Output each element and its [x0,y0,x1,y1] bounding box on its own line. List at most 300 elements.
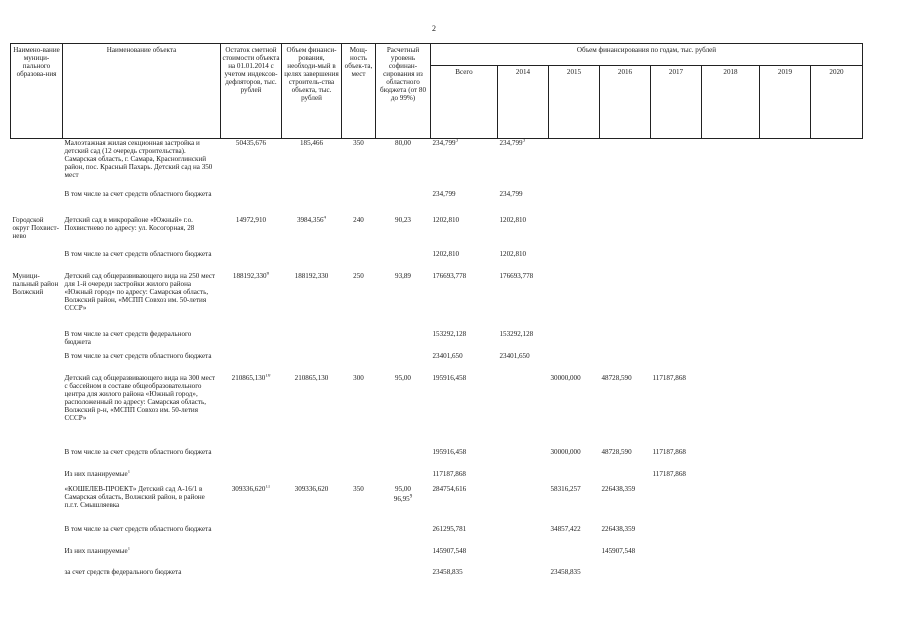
capacity-cell [342,485,376,525]
year-2018-cell [702,547,760,568]
cofinancing-cell [376,470,431,485]
object-name-cell-text: Детский сад общеразвивающего вида на 250 мест для 1-й очереди застройки жилого района «Южный город» по адресу: Самарская область, Волжский район, «МСПП Совхоз им. 50-летия СССР» [64,271,216,312]
header-municipality: Наимено-вание муници-пального образова-ния [11,44,63,139]
footnote-mark: 11 [265,484,271,490]
object-name-cell [63,352,221,374]
total-cell [431,470,498,485]
total-cell [431,374,498,448]
year-2015-cell-text: 58316,257 [550,484,581,493]
year-2016-cell [600,448,651,470]
year-2018-cell [702,139,760,190]
total-cell [431,330,498,352]
volume-cell [282,547,342,568]
total-cell-text: 234,799 [432,139,456,147]
year-2017-cell [651,568,702,583]
volume-cell-text: 309336,620 [294,484,329,493]
object-name-cell-text: Из них планируемые [64,546,128,555]
municipality-cell [11,525,63,547]
table-row [11,216,863,250]
year-2020-cell [811,352,863,374]
year-2016-cell [600,525,651,547]
remaining-cost-cell [221,374,282,448]
capacity-cell [342,190,376,216]
year-2015-cell [549,568,600,583]
object-name-cell-text: Детский сад в микрорайоне «Южный» г.о. Похвистнево по адресу: ул. Косогорная, 28 [64,215,195,232]
table-row [11,139,863,190]
year-2016-cell [600,190,651,216]
capacity-cell [342,250,376,272]
header-year-2020: 2020 [811,66,863,139]
year-2014-cell [498,470,549,485]
year-2016-cell-text: 48728,590 [601,447,632,456]
year-2018-cell [702,568,760,583]
footnote-mark: 3 [522,138,526,144]
volume-cell-text: 210865,130 [294,373,329,382]
cofinancing-alt-text: 96,95 [393,494,410,503]
municipality-cell [11,352,63,374]
year-2015-cell [549,216,600,250]
total-cell [431,485,498,525]
year-2017-cell [651,272,702,330]
cofinancing-cell [376,525,431,547]
year-2020-cell [811,330,863,352]
object-name-cell-text: В том числе за счет средств областного бюджета [64,447,212,456]
year-2017-cell [651,330,702,352]
year-2015-cell [549,547,600,568]
year-2019-cell [760,568,811,583]
year-2018-cell [702,470,760,485]
municipality-cell [11,139,63,190]
year-2020-cell [811,568,863,583]
capacity-cell-text: 300 [353,373,364,382]
year-2014-cell [498,250,549,272]
year-2016-cell-text: 145907,548 [601,546,636,555]
year-2019-cell [760,139,811,190]
object-name-cell-text: Из них планируемые [64,469,128,478]
year-2018-cell [702,352,760,374]
cofinancing-cell [376,352,431,374]
year-2020-cell [811,485,863,525]
year-2016-cell [600,374,651,448]
year-2018-cell [702,330,760,352]
total-cell-text: 195916,458 [432,373,467,382]
remaining-cost-cell [221,568,282,583]
year-2014-cell-text: 1202,810 [499,215,527,224]
capacity-cell [342,374,376,448]
total-cell [431,216,498,250]
year-2016-cell-text: 226438,359 [601,484,636,493]
total-cell-text: 195916,458 [432,447,467,456]
year-2017-cell [651,190,702,216]
year-2015-cell [549,190,600,216]
cofinancing-cell [376,272,431,330]
cofinancing-cell-text: 93,89 [395,271,411,280]
cofinancing-cell-text: 95,00 [395,373,411,382]
total-cell-text: 23458,835 [432,567,463,576]
header-row [11,44,863,66]
municipality-cell-text: Городской округ Похвист-нево [12,215,59,240]
year-2014-cell [498,190,549,216]
total-cell-text: 1202,810 [432,215,460,224]
object-name-cell [63,330,221,352]
capacity-cell [342,470,376,485]
header-object: Наименование объекта [63,44,221,139]
remaining-cost-cell [221,139,282,190]
year-2014-cell [498,352,549,374]
year-2019-cell [760,330,811,352]
remaining-cost-cell [221,250,282,272]
remaining-cost-cell-text: 210865,130 [231,373,266,382]
remaining-cost-cell [221,470,282,485]
total-cell [431,568,498,583]
object-name-cell [63,485,221,525]
volume-cell [282,139,342,190]
table-row [11,272,863,330]
municipality-cell [11,216,63,250]
year-2015-cell [549,525,600,547]
remaining-cost-cell [221,525,282,547]
year-2016-cell [600,547,651,568]
year-2016-cell [600,568,651,583]
cofinancing-cell [376,190,431,216]
year-2015-cell [549,139,600,190]
year-2019-cell [760,470,811,485]
header-year-2016: 2016 [600,66,651,139]
municipality-cell [11,250,63,272]
year-2020-cell [811,139,863,190]
volume-cell [282,272,342,330]
year-2020-cell [811,448,863,470]
municipality-cell-text: Муници-пальный район Волжский [12,271,59,296]
volume-cell [282,485,342,525]
capacity-cell [342,330,376,352]
header-financing-by-years: Объем финансирования по годам, тыс. рублей [431,44,863,66]
total-cell-text: 145907,548 [432,546,467,555]
capacity-cell [342,525,376,547]
header-year-2017: 2017 [651,66,702,139]
municipality-cell [11,374,63,448]
total-cell-text: 284754,616 [432,484,467,493]
header-capacity: Мощ-ность объек-та, мест [342,44,376,139]
volume-cell [282,352,342,374]
volume-cell [282,448,342,470]
cofinancing-cell-text: 80,00 [395,139,411,147]
remaining-cost-cell [221,330,282,352]
object-name-cell-text: Малоэтажная жилая секционная застройка и детский сад (12 очередь строительства). Самарская область, г. Самара, Красноглинский район, пос. Красный Пахарь. Детский сад на 350 мест [64,139,213,179]
year-2019-cell [760,547,811,568]
cofinancing-cell [376,547,431,568]
volume-cell [282,250,342,272]
year-2018-cell [702,250,760,272]
object-name-cell [63,547,221,568]
table-row [11,352,863,374]
year-2014-cell [498,139,549,190]
year-2019-cell [760,352,811,374]
municipality-cell [11,272,63,330]
remaining-cost-cell-text: 309336,620 [231,484,266,493]
year-2014-cell [498,525,549,547]
year-2020-cell [811,272,863,330]
year-2017-cell [651,139,702,190]
remaining-cost-cell [221,190,282,216]
year-2016-cell [600,216,651,250]
capacity-cell [342,448,376,470]
remaining-cost-cell [221,272,282,330]
year-2019-cell [760,190,811,216]
header-remaining: Остаток сметной стоимости объекта на 01.01.2014 с учетом индексов-дефляторов, тыс. рублей [221,44,282,139]
year-2014-cell-text: 234,799 [499,139,523,147]
year-2019-cell [760,525,811,547]
year-2020-cell [811,470,863,485]
total-cell [431,352,498,374]
table-row [11,330,863,352]
year-2016-cell-text: 48728,590 [601,373,632,382]
financing-table [10,43,863,583]
year-2014-cell-text: 23401,650 [499,351,530,360]
remaining-cost-cell-text: 50435,676 [235,139,267,147]
cofinancing-cell [376,448,431,470]
object-name-cell-text: Детский сад общеразвивающего вида на 300 мест с бассейном в составе общеобразовательного центра для жилого района «Южный город», расположенный по адресу: Самарская область, Волжский р-н, «МСПП Совхоз им. 50-летия СССР» [64,373,216,422]
remaining-cost-cell [221,216,282,250]
capacity-cell [342,139,376,190]
object-name-cell [63,525,221,547]
total-cell [431,525,498,547]
table-row [11,547,863,568]
year-2015-cell-text: 23458,835 [550,567,581,576]
year-2014-cell [498,547,549,568]
year-2017-cell [651,374,702,448]
year-2017-cell [651,216,702,250]
capacity-cell [342,272,376,330]
total-cell-text: 23401,650 [432,351,463,360]
year-2018-cell [702,216,760,250]
table-row [11,190,863,216]
footnote-mark: 3 [455,138,459,144]
year-2015-cell-text: 34857,422 [550,524,581,533]
cofinancing-cell [376,568,431,583]
object-name-cell [63,568,221,583]
year-2016-cell [600,330,651,352]
year-2018-cell [702,190,760,216]
cofinancing-cell [376,374,431,448]
total-cell-text: 1202,810 [432,249,460,258]
footnote-mark: 6 [266,271,270,277]
table-row [11,525,863,547]
capacity-cell-text: 250 [353,271,364,280]
total-cell [431,448,498,470]
cofinancing-cell [376,330,431,352]
volume-cell [282,216,342,250]
volume-cell-text: 188192,330 [294,271,329,280]
footnote-mark: 1 [127,469,131,475]
year-2017-cell [651,485,702,525]
year-2015-cell [549,470,600,485]
volume-cell [282,568,342,583]
year-2014-cell [498,448,549,470]
year-2017-cell [651,448,702,470]
table-row [11,374,863,448]
year-2015-cell [549,448,600,470]
total-cell-text: 234,799 [432,189,456,198]
year-2016-cell [600,272,651,330]
year-2016-cell [600,352,651,374]
year-2020-cell [811,525,863,547]
municipality-cell [11,547,63,568]
year-2016-cell [600,485,651,525]
year-2020-cell [811,190,863,216]
object-name-cell [63,216,221,250]
year-2016-cell-text: 226438,359 [601,524,636,533]
year-2014-cell-text: 176693,778 [499,271,534,280]
capacity-cell [342,352,376,374]
year-2016-cell [600,139,651,190]
table-row [11,470,863,485]
municipality-cell [11,190,63,216]
total-cell-text: 153292,128 [432,329,467,338]
volume-cell [282,374,342,448]
year-2020-cell [811,216,863,250]
header-year-2018: 2018 [702,66,760,139]
remaining-cost-cell [221,485,282,525]
total-cell-text: 261295,781 [432,524,467,533]
remaining-cost-cell-text: 14972,910 [235,215,267,224]
year-2017-cell [651,470,702,485]
header-year-2019: 2019 [760,66,811,139]
municipality-cell [11,330,63,352]
table-row [11,250,863,272]
footnote-mark: 10 [265,373,271,379]
total-cell [431,250,498,272]
year-2015-cell [549,374,600,448]
year-2015-cell-text: 30000,000 [550,447,581,456]
footnote-mark: 4 [323,215,327,221]
table-row [11,568,863,583]
volume-cell [282,330,342,352]
object-name-cell [63,470,221,485]
cofinancing-cell [376,139,431,190]
capacity-cell-text: 240 [353,215,364,224]
year-2015-cell [549,272,600,330]
total-cell [431,139,498,190]
object-name-cell-text: В том числе за счет средств федерального бюджета [64,329,192,346]
total-cell [431,272,498,330]
year-2020-cell [811,374,863,448]
table-row [11,448,863,470]
cofinancing-cell [376,485,431,525]
object-name-cell [63,250,221,272]
object-name-cell [63,139,221,190]
volume-cell-text: 185,466 [299,139,324,147]
year-2018-cell [702,525,760,547]
header-volume: Объем финанси-рования, необходи-мый в целях завершения строитель-ства объекта, тыс. рублей [282,44,342,139]
object-name-cell [63,272,221,330]
cofinancing-cell [376,216,431,250]
total-cell [431,547,498,568]
table-row [11,485,863,525]
municipality-cell [11,485,63,525]
cofinancing-cell [376,250,431,272]
volume-cell [282,190,342,216]
year-2020-cell [811,250,863,272]
volume-cell [282,525,342,547]
total-cell-text: 176693,778 [432,271,467,280]
capacity-cell [342,547,376,568]
year-2019-cell [760,448,811,470]
object-name-cell-text: В том числе за счет средств областного бюджета [64,249,212,258]
object-name-cell [63,374,221,448]
year-2017-cell [651,352,702,374]
volume-cell [282,470,342,485]
header-year-total: Всего [431,66,498,139]
header-cofinancing: Расчетный уровень софинан-сирования из областного бюджета (от 80 до 99%) [376,44,431,139]
year-2014-cell-text: 234,799 [499,189,523,198]
municipality-cell [11,470,63,485]
municipality-cell [11,568,63,583]
header-year-2014: 2014 [498,66,549,139]
total-cell-text: 117187,868 [432,469,466,478]
year-2015-cell [549,330,600,352]
footnote-mark: 1 [127,546,131,552]
page-number: 2 [432,24,436,33]
year-2015-cell [549,250,600,272]
remaining-cost-cell [221,448,282,470]
year-2019-cell [760,250,811,272]
year-2017-cell [651,525,702,547]
year-2014-cell [498,216,549,250]
object-name-cell-text: В том числе за счет средств областного бюджета [64,524,212,533]
year-2020-cell [811,547,863,568]
capacity-cell [342,568,376,583]
cofinancing-cell-text: 90,23 [395,215,411,224]
object-name-cell-text: В том числе за счет средств областного бюджета [64,189,212,198]
year-2016-cell [600,250,651,272]
remaining-cost-cell-text: 188192,330 [232,271,267,280]
table-body [11,139,863,583]
year-2018-cell [702,448,760,470]
year-2017-cell [651,250,702,272]
object-name-cell-text: за счет средств федерального бюджета [64,567,182,576]
year-2015-cell-text: 30000,000 [550,373,581,382]
year-2014-cell [498,330,549,352]
object-name-cell-text: В том числе за счет средств областного бюджета [64,351,212,360]
year-2014-cell-text: 153292,128 [499,329,534,338]
year-2015-cell [549,352,600,374]
object-name-cell-text: «КОШЕЛЕВ-ПРОЕКТ» Детский сад А-16/1 в Самарская область, Волжский район, в районе п.г.т. Смышляевка [64,484,205,509]
header-year-2015: 2015 [549,66,600,139]
year-2017-cell-text: 117187,868 [652,373,686,382]
total-cell [431,190,498,216]
year-2017-cell-text: 117187,868 [652,447,686,456]
year-2018-cell [702,374,760,448]
capacity-cell-text: 350 [353,484,364,493]
year-2018-cell [702,272,760,330]
remaining-cost-cell [221,547,282,568]
year-2014-cell [498,568,549,583]
year-2019-cell [760,374,811,448]
object-name-cell [63,190,221,216]
object-name-cell [63,448,221,470]
municipality-cell [11,448,63,470]
year-2015-cell [549,485,600,525]
remaining-cost-cell [221,352,282,374]
year-2014-cell [498,485,549,525]
volume-cell-text: 3984,356 [296,215,324,224]
year-2016-cell [600,470,651,485]
year-2019-cell [760,216,811,250]
cofinancing-cell-text: 95,00 [395,484,411,493]
year-2014-cell-text: 1202,810 [499,249,527,258]
year-2014-cell [498,272,549,330]
